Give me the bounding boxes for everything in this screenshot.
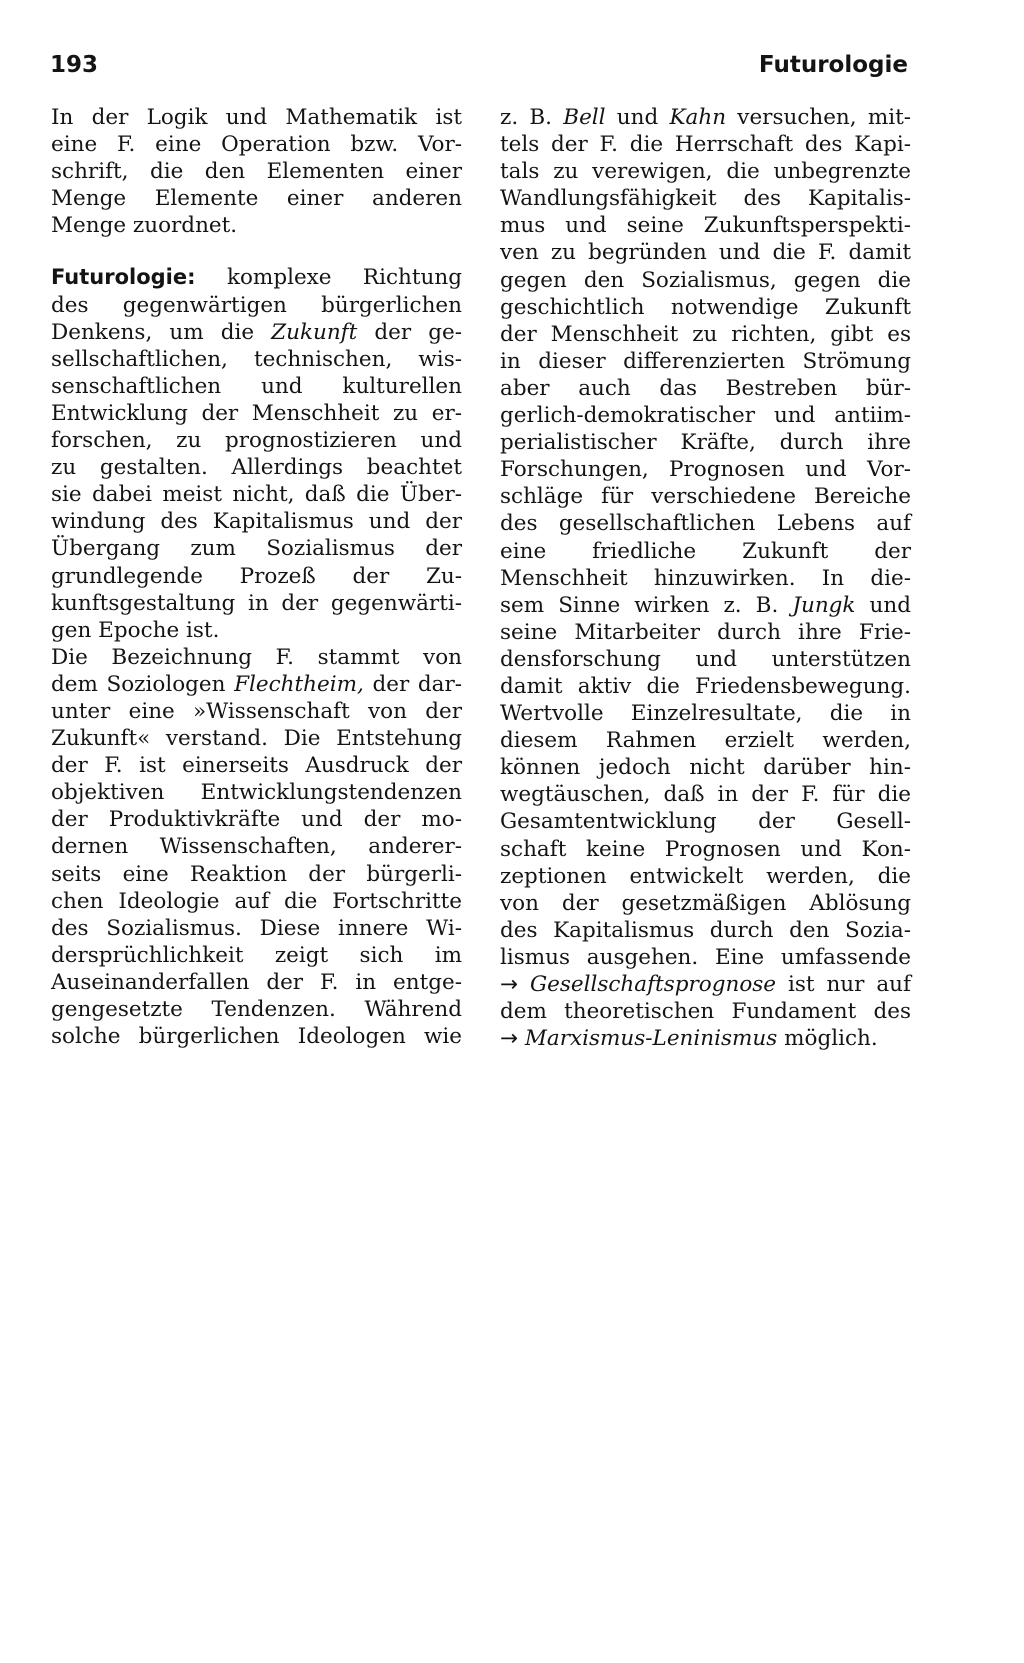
intro-paragraph [51, 104, 462, 239]
text-line: aber auch das Bestreben bür- [500, 375, 911, 401]
text-line: der Menschheit zu richten, gibt es [500, 321, 911, 347]
text-line: Menschheit hinzuwirken. In die- [500, 565, 911, 591]
text-line: Wandlungsfähigkeit des Kapitalis- [500, 186, 911, 212]
text-line [500, 592, 911, 619]
text-line: perialistischer Kräfte, durch ihre [500, 430, 911, 456]
text-fragment: versuchen, mit- [737, 105, 912, 130]
text-line: Auseinanderfallen der F. in entge- [51, 969, 462, 995]
text-fragment: sem Sinne wirken z. B. [500, 592, 779, 618]
entry-term: Futurologie: [51, 265, 196, 290]
text-line: des Kapitalismus durch den Sozia- [500, 917, 911, 943]
page-number: 193 [50, 52, 99, 78]
text-line: unter eine »Wissenschaft von der [51, 698, 462, 724]
text-line: schläge für verschiedene Bereiche [500, 484, 911, 510]
text-line [500, 1025, 911, 1052]
text-line: des gesellschaftlichen Lebens auf [500, 511, 911, 537]
text-line: senschaftlichen und kulturellen [51, 373, 462, 399]
text-line: diesem Rahmen erzielt werden, [500, 728, 911, 754]
text-line: Übergang zum Sozialismus der [51, 536, 462, 562]
text-line: kunftsgestaltung in der gegenwärti- [51, 590, 462, 616]
text-line: der F. ist einerseits Ausdruck der [51, 753, 462, 779]
text-fragment: und [869, 592, 911, 618]
text-fragment: Denkens, um die [51, 319, 255, 345]
text-line [500, 104, 911, 131]
cross-reference[interactable]: Marxismus-Leninismus [524, 1026, 778, 1052]
text-line: Wertvolle Einzelresultate, die in [500, 701, 911, 727]
text-line: können jedoch nicht darüber hin- [500, 755, 911, 781]
text-line: gegen den Sozialismus, gegen die [500, 267, 911, 293]
text-fragment: möglich. [784, 1026, 878, 1052]
paragraph-gap [51, 239, 462, 264]
text-line: schaft keine Prognosen und Kon- [500, 836, 911, 862]
text-fragment: komplexe Richtung [226, 265, 462, 291]
text-line: tels der F. die Herrschaft des Kapi- [500, 132, 911, 158]
text-line: Menge zuordnet. [51, 213, 238, 239]
text-line: tals zu verewigen, die unbegrenzte [500, 159, 911, 185]
text-line: schrift, die den Elementen einer [51, 159, 462, 185]
cross-reference[interactable]: Bell [563, 105, 606, 130]
page-header [50, 48, 908, 88]
text-line: Zukunft« verstand. Die Entstehung [51, 726, 462, 752]
text-line: gengesetzte Tendenzen. Während [51, 997, 462, 1022]
text-line: des Sozialismus. Diese innere Wi- [51, 915, 462, 941]
text-line: windung des Kapitalismus und der [51, 509, 462, 535]
cross-reference[interactable]: Flechtheim, [234, 671, 364, 697]
text-line: in dieser differenzierten Strömung [500, 348, 911, 374]
text-line: wegtäuschen, daß in der F. für die [500, 782, 911, 808]
text-line: solche bürgerlichen Ideologen wie [51, 1024, 462, 1050]
text-line: dersprüchlichkeit zeigt sich im [51, 942, 462, 968]
cross-reference[interactable]: Zukunft [271, 319, 358, 345]
text-line: forschen, zu prognostizieren und [51, 428, 462, 454]
cross-reference[interactable]: Jungk [792, 592, 856, 618]
text-fragment: ist nur auf [787, 972, 911, 997]
text-line: seits eine Reaktion der bürgerli- [51, 861, 462, 887]
right-column [500, 104, 911, 1052]
text-line [51, 264, 462, 291]
text-line: dernen Wissenschaften, anderer- [51, 834, 462, 860]
left-column [51, 104, 462, 1050]
text-line: In der Logik und Mathematik ist [51, 105, 462, 130]
text-line: lismus ausgehen. Eine umfassende [500, 944, 911, 970]
text-line: der Produktivkräfte und der mo- [51, 807, 462, 833]
text-line: Gesamtentwicklung der Gesell- [500, 809, 911, 835]
text-line: zu gestalten. Allerdings beachtet [51, 455, 462, 481]
arrow-icon: → [500, 1026, 519, 1052]
text-fragment: der dar- [372, 671, 462, 697]
text-line: eine F. eine Operation bzw. Vor- [51, 132, 462, 158]
text-fragment: der ge- [374, 319, 462, 345]
dictionary-entry [51, 264, 462, 1050]
arrow-icon: → [500, 972, 519, 997]
text-line: seine Mitarbeiter durch ihre Frie- [500, 619, 911, 645]
text-line: grundlegende Prozeß der Zu- [51, 563, 462, 589]
text-line: eine friedliche Zukunft der [500, 538, 911, 564]
text-line: Entwicklung der Menschheit zu er- [51, 400, 462, 426]
text-line: ven zu begründen und die F. damit [500, 240, 911, 266]
text-line: densforschung und unterstützen [500, 646, 911, 672]
text-line [51, 671, 462, 698]
text-fragment: z. B. [500, 105, 553, 130]
text-line [51, 319, 462, 346]
text-line: sellschaftlichen, technischen, wis- [51, 346, 462, 372]
text-line: Forschungen, Prognosen und Vor- [500, 457, 911, 483]
cross-reference[interactable]: Gesellschaftsprognose [529, 972, 777, 997]
running-head: Futurologie [758, 52, 908, 78]
text-fragment: dem Soziologen [51, 671, 226, 697]
text-line: geschichtlich notwendige Zukunft [500, 294, 911, 320]
text-line: mus und seine Zukunftsperspekti- [500, 213, 911, 239]
text-line: von der gesetzmäßigen Ablösung [500, 890, 911, 916]
text-line: gen Epoche ist. [51, 617, 220, 643]
text-line [500, 971, 911, 998]
text-line: des gegenwärtigen bürgerlichen [51, 292, 462, 318]
text-line: Die Bezeichnung F. stammt von [51, 644, 462, 670]
text-line: sie dabei meist nicht, daß die Über- [51, 482, 462, 508]
text-line: objektiven Entwicklungstendenzen [51, 780, 462, 806]
text-fragment: und [616, 105, 659, 130]
text-line: Menge Elemente einer anderen [51, 186, 462, 212]
text-line: damit aktiv die Friedensbewegung. [500, 673, 911, 699]
text-line: chen Ideologie auf die Fortschritte [51, 888, 462, 914]
text-line: gerlich-demokratischer und antiim- [500, 403, 911, 429]
text-line: dem theoretischen Fundament des [500, 999, 911, 1025]
text-line: zeptionen entwickelt werden, die [500, 863, 911, 889]
cross-reference[interactable]: Kahn [669, 105, 727, 130]
